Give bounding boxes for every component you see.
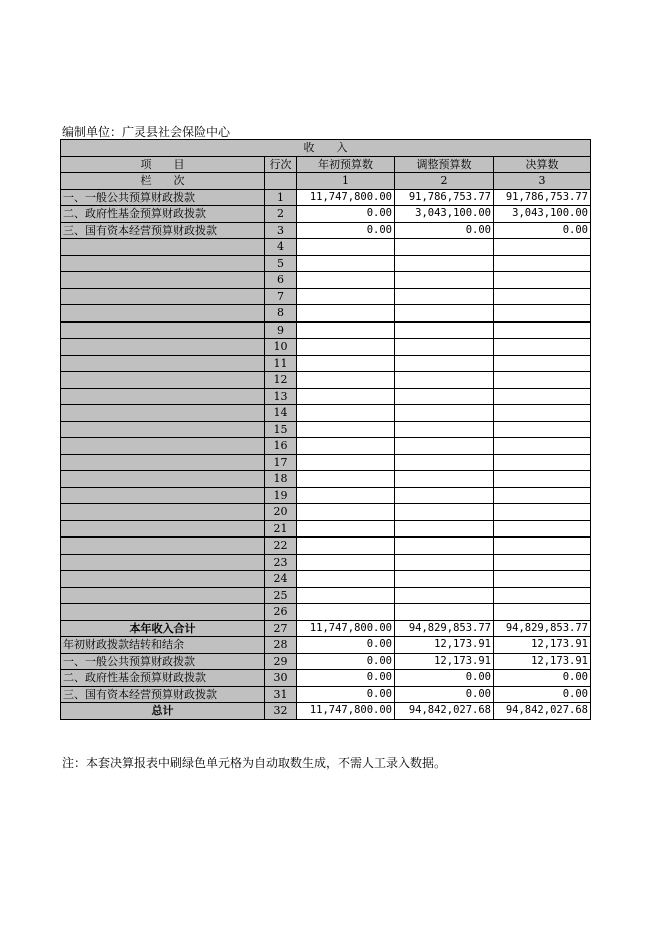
row-number: 23 <box>265 554 297 571</box>
row-number: 20 <box>265 504 297 521</box>
row-final-account <box>494 487 591 504</box>
row-final-account <box>494 255 591 272</box>
row-number: 2 <box>265 206 297 223</box>
row-number: 18 <box>265 471 297 488</box>
row-initial-budget: 0.00 <box>297 670 395 687</box>
row-item <box>61 272 265 289</box>
row-adjusted-budget <box>395 537 494 554</box>
row-item <box>61 438 265 455</box>
row-number: 11 <box>265 355 297 372</box>
row-initial-budget: 11,747,800.00 <box>297 703 395 720</box>
row-initial-budget <box>297 438 395 455</box>
row-item: 一、一般公共预算财政拨款 <box>61 653 265 670</box>
row-final-account <box>494 554 591 571</box>
table-row <box>61 686 591 703</box>
row-adjusted-budget <box>395 471 494 488</box>
row-initial-budget <box>297 421 395 438</box>
row-final-account <box>494 537 591 554</box>
table-row <box>61 620 591 637</box>
table-row <box>61 222 591 239</box>
row-number: 30 <box>265 670 297 687</box>
row-final-account: 91,786,753.77 <box>494 189 591 206</box>
row-final-account <box>494 587 591 604</box>
row-adjusted-budget <box>395 305 494 322</box>
row-initial-budget <box>297 571 395 588</box>
row-initial-budget: 0.00 <box>297 637 395 654</box>
col-index-label: 栏 次 <box>61 173 265 190</box>
row-item <box>61 520 265 537</box>
row-adjusted-budget <box>395 438 494 455</box>
row-number: 17 <box>265 454 297 471</box>
row-item <box>61 471 265 488</box>
row-initial-budget <box>297 587 395 604</box>
row-final-account: 0.00 <box>494 670 591 687</box>
row-initial-budget <box>297 239 395 256</box>
row-initial-budget <box>297 520 395 537</box>
row-adjusted-budget <box>395 322 494 339</box>
row-initial-budget <box>297 339 395 356</box>
row-item: 二、政府性基金预算财政拨款 <box>61 206 265 223</box>
row-adjusted-budget <box>395 355 494 372</box>
row-adjusted-budget <box>395 587 494 604</box>
row-item <box>61 239 265 256</box>
row-item <box>61 405 265 422</box>
footnote: 注：本套决算报表中刷绿色单元格为自动取数生成，不需人工录入数据。 <box>62 756 447 770</box>
row-item <box>61 454 265 471</box>
row-final-account <box>494 388 591 405</box>
col-header-item: 项 目 <box>61 156 265 173</box>
col-header-row-no: 行次 <box>265 156 297 173</box>
row-number: 24 <box>265 571 297 588</box>
row-initial-budget <box>297 305 395 322</box>
row-number: 32 <box>265 703 297 720</box>
row-adjusted-budget <box>395 272 494 289</box>
row-number: 26 <box>265 604 297 621</box>
table-row <box>61 322 591 339</box>
row-final-account <box>494 288 591 305</box>
row-number: 7 <box>265 288 297 305</box>
row-item <box>61 571 265 588</box>
table-row <box>61 388 591 405</box>
col-index-2: 2 <box>395 173 494 190</box>
row-initial-budget <box>297 372 395 389</box>
reporting-unit-label: 编制单位：广灵县社会保险中心 <box>62 125 231 139</box>
col-index-blank <box>265 173 297 190</box>
row-item <box>61 322 265 339</box>
row-adjusted-budget <box>395 339 494 356</box>
table-row <box>61 670 591 687</box>
row-initial-budget <box>297 322 395 339</box>
row-adjusted-budget <box>395 454 494 471</box>
row-final-account: 0.00 <box>494 222 591 239</box>
row-item: 一、一般公共预算财政拨款 <box>61 189 265 206</box>
row-initial-budget: 11,747,800.00 <box>297 620 395 637</box>
col-index-3: 3 <box>494 173 591 190</box>
section-header: 收 入 <box>61 140 591 157</box>
row-adjusted-budget: 94,829,853.77 <box>395 620 494 637</box>
row-item <box>61 504 265 521</box>
row-number: 13 <box>265 388 297 405</box>
table-row <box>61 487 591 504</box>
table-row <box>61 653 591 670</box>
row-adjusted-budget <box>395 604 494 621</box>
row-adjusted-budget: 91,786,753.77 <box>395 189 494 206</box>
row-number: 1 <box>265 189 297 206</box>
row-adjusted-budget <box>395 554 494 571</box>
row-adjusted-budget: 0.00 <box>395 686 494 703</box>
row-item <box>61 421 265 438</box>
col-header-initial-budget: 年初预算数 <box>297 156 395 173</box>
row-number: 21 <box>265 520 297 537</box>
row-final-account <box>494 504 591 521</box>
row-adjusted-budget <box>395 571 494 588</box>
table-row <box>61 288 591 305</box>
row-number: 8 <box>265 305 297 322</box>
row-adjusted-budget <box>395 405 494 422</box>
row-number: 28 <box>265 637 297 654</box>
row-final-account <box>494 405 591 422</box>
row-final-account <box>494 438 591 455</box>
table-row <box>61 339 591 356</box>
row-number: 9 <box>265 322 297 339</box>
row-initial-budget <box>297 537 395 554</box>
row-item <box>61 339 265 356</box>
row-item <box>61 372 265 389</box>
row-item: 本年收入合计 <box>61 620 265 637</box>
row-initial-budget <box>297 405 395 422</box>
row-number: 31 <box>265 686 297 703</box>
row-number: 15 <box>265 421 297 438</box>
row-final-account <box>494 355 591 372</box>
table-row <box>61 189 591 206</box>
row-initial-budget <box>297 554 395 571</box>
row-item <box>61 388 265 405</box>
row-adjusted-budget <box>395 239 494 256</box>
row-final-account: 3,043,100.00 <box>494 206 591 223</box>
row-final-account <box>494 239 591 256</box>
row-adjusted-budget <box>395 487 494 504</box>
row-initial-budget <box>297 388 395 405</box>
row-final-account <box>494 322 591 339</box>
row-initial-budget <box>297 604 395 621</box>
row-final-account <box>494 421 591 438</box>
row-number: 5 <box>265 255 297 272</box>
row-final-account <box>494 604 591 621</box>
table-row <box>61 554 591 571</box>
row-item <box>61 255 265 272</box>
row-item: 年初财政拨款结转和结余 <box>61 637 265 654</box>
row-number: 12 <box>265 372 297 389</box>
row-adjusted-budget: 3,043,100.00 <box>395 206 494 223</box>
row-adjusted-budget: 0.00 <box>395 222 494 239</box>
row-adjusted-budget <box>395 520 494 537</box>
row-adjusted-budget: 12,173.91 <box>395 637 494 654</box>
row-initial-budget: 11,747,800.00 <box>297 189 395 206</box>
row-number: 25 <box>265 587 297 604</box>
table-row <box>61 421 591 438</box>
row-adjusted-budget <box>395 504 494 521</box>
row-item <box>61 288 265 305</box>
table-row <box>61 571 591 588</box>
row-adjusted-budget <box>395 255 494 272</box>
row-number: 27 <box>265 620 297 637</box>
row-number: 29 <box>265 653 297 670</box>
row-final-account <box>494 471 591 488</box>
row-final-account: 12,173.91 <box>494 637 591 654</box>
col-index-1: 1 <box>297 173 395 190</box>
row-item: 二、政府性基金预算财政拨款 <box>61 670 265 687</box>
table-row <box>61 604 591 621</box>
table-row <box>61 587 591 604</box>
row-final-account: 0.00 <box>494 686 591 703</box>
row-number: 4 <box>265 239 297 256</box>
row-initial-budget <box>297 355 395 372</box>
row-final-account <box>494 454 591 471</box>
row-item <box>61 537 265 554</box>
row-initial-budget <box>297 471 395 488</box>
row-item <box>61 587 265 604</box>
row-initial-budget <box>297 504 395 521</box>
table-row <box>61 471 591 488</box>
row-adjusted-budget: 94,842,027.68 <box>395 703 494 720</box>
row-final-account <box>494 520 591 537</box>
row-number: 6 <box>265 272 297 289</box>
row-final-account <box>494 571 591 588</box>
table-row <box>61 703 591 720</box>
row-item <box>61 554 265 571</box>
row-initial-budget <box>297 255 395 272</box>
table-row <box>61 239 591 256</box>
row-number: 16 <box>265 438 297 455</box>
row-item: 三、国有资本经营预算财政拨款 <box>61 686 265 703</box>
row-final-account <box>494 272 591 289</box>
row-number: 3 <box>265 222 297 239</box>
row-initial-budget: 0.00 <box>297 206 395 223</box>
row-final-account <box>494 339 591 356</box>
row-initial-budget <box>297 272 395 289</box>
row-item <box>61 604 265 621</box>
row-item <box>61 355 265 372</box>
table-row <box>61 305 591 322</box>
row-initial-budget <box>297 288 395 305</box>
table-row <box>61 637 591 654</box>
table-row <box>61 454 591 471</box>
row-adjusted-budget <box>395 288 494 305</box>
row-final-account: 94,829,853.77 <box>494 620 591 637</box>
table-row <box>61 504 591 521</box>
row-item: 总计 <box>61 703 265 720</box>
table-row <box>61 537 591 554</box>
row-final-account <box>494 372 591 389</box>
table-row <box>61 372 591 389</box>
table-row <box>61 272 591 289</box>
row-number: 22 <box>265 537 297 554</box>
col-header-adjusted-budget: 调整预算数 <box>395 156 494 173</box>
row-adjusted-budget: 12,173.91 <box>395 653 494 670</box>
row-adjusted-budget: 0.00 <box>395 670 494 687</box>
row-initial-budget: 0.00 <box>297 686 395 703</box>
table-row <box>61 355 591 372</box>
row-initial-budget <box>297 454 395 471</box>
revenue-table <box>60 139 591 720</box>
row-adjusted-budget <box>395 421 494 438</box>
row-adjusted-budget <box>395 388 494 405</box>
row-number: 19 <box>265 487 297 504</box>
table-row <box>61 438 591 455</box>
row-adjusted-budget <box>395 372 494 389</box>
row-item <box>61 487 265 504</box>
row-number: 14 <box>265 405 297 422</box>
row-item <box>61 305 265 322</box>
row-item: 三、国有资本经营预算财政拨款 <box>61 222 265 239</box>
row-final-account <box>494 305 591 322</box>
row-number: 10 <box>265 339 297 356</box>
col-header-final-account: 决算数 <box>494 156 591 173</box>
row-final-account: 12,173.91 <box>494 653 591 670</box>
table-row <box>61 206 591 223</box>
row-initial-budget: 0.00 <box>297 222 395 239</box>
row-initial-budget: 0.00 <box>297 653 395 670</box>
row-final-account: 94,842,027.68 <box>494 703 591 720</box>
table-row <box>61 520 591 537</box>
table-row <box>61 405 591 422</box>
row-initial-budget <box>297 487 395 504</box>
table-row <box>61 255 591 272</box>
